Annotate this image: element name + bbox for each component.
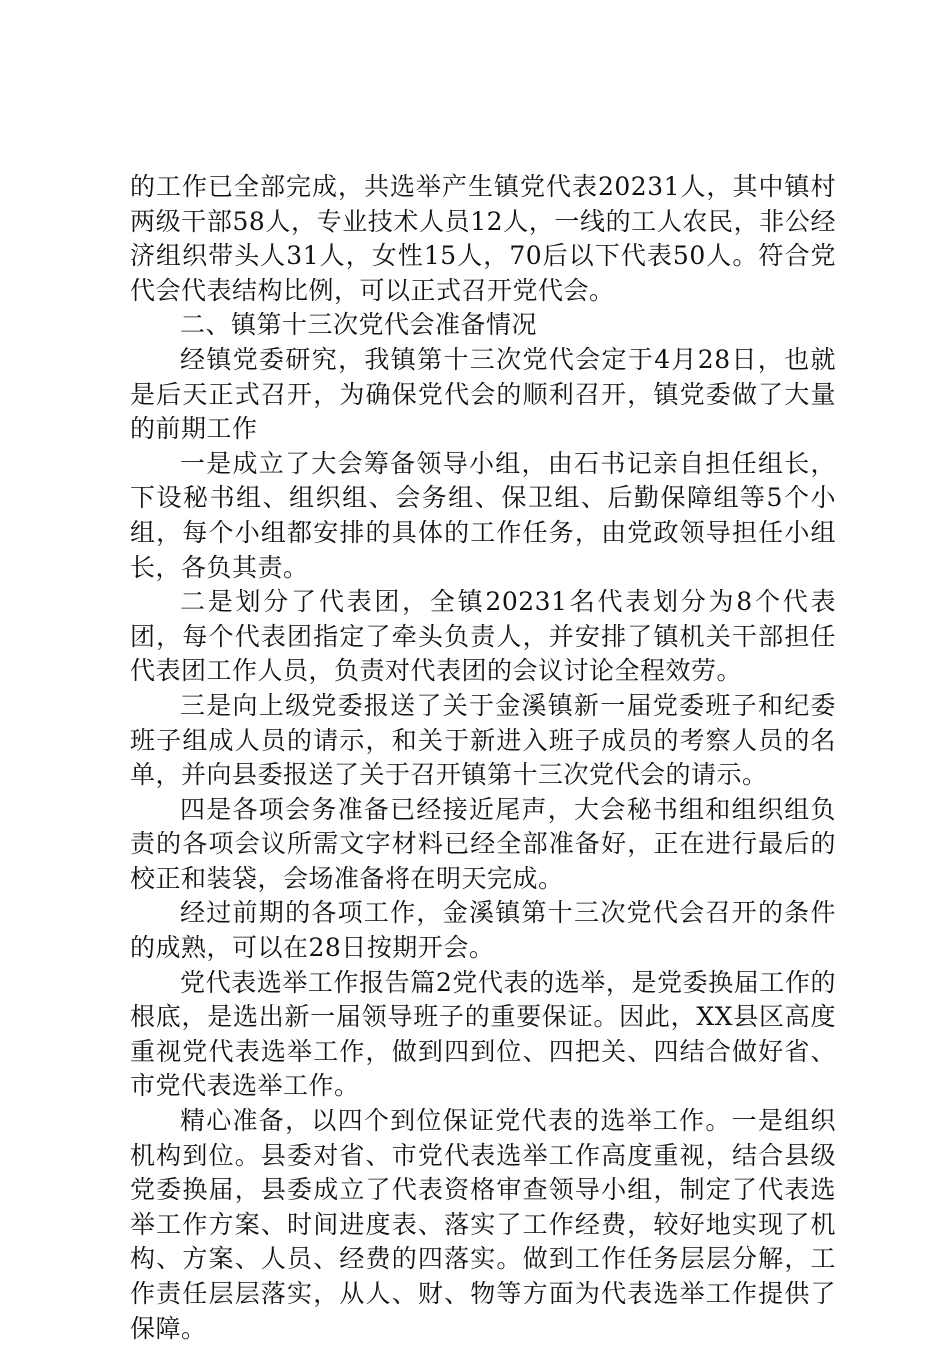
paragraph: 四是各项会务准备已经接近尾声，大会秘书组和组织组负责的各项会议所需文字材料已经全部准备好，正在进行最后的校正和装袋，会场准备将在明天完成。 (130, 794, 836, 893)
paragraph: 三是向上级党委报送了关于金溪镇新一届党委班子和纪委班子组成人员的请示，和关于新进入班子成员的考察人员的名单，并向县委报送了关于召开镇第十三次党代会的请示。 (130, 690, 836, 790)
paragraph-continuation: 的工作已全部完成，共选举产生镇党代表20231人，其中镇村两级干部58人，专业技术人员12人，一线的工人农民，非公经济组织带头人31人，女性15人，70后以下代表50人。符合党代会代表结构比例，可以正式召开党代会。 (130, 172, 836, 305)
paragraph: 二是划分了代表团，全镇20231名代表划分为8个代表团，每个代表团指定了牵头负责人，并安排了镇机关干部担任代表团工作人员，负责对代表团的会议讨论全程效劳。 (130, 587, 836, 686)
document-body (130, 170, 836, 1346)
paragraph: 经过前期的各项工作，金溪镇第十三次党代会召开的条件的成熟，可以在28日按期开会。 (130, 898, 836, 963)
paragraph: 精心准备，以四个到位保证党代表的选举工作。一是组织机构到位。县委对省、市党代表选举工作高度重视，结合县级党委换届，县委成立了代表资格审查领导小组，制定了代表选举工作方案、时间进度表、落实了工作经费，较好地实现了机构、方案、人员、经费的四落实。做到工作任务层层分解，工作责任层层落实，从人、财、物等方面为代表选举工作提供了保障。 (130, 1106, 836, 1343)
paragraph: 经镇党委研究，我镇第十三次党代会定于4月28日，也就是后天正式召开，为确保党代会的顺利召开，镇党委做了大量的前期工作 (130, 344, 836, 444)
section-heading: 二、镇第十三次党代会准备情况 (180, 310, 538, 340)
paragraph: 一是成立了大会筹备领导小组，由石书记亲自担任组长，下设秘书组、组织组、会务组、保卫组、后勤保障组等5个小组，每个小组都安排的具体的工作任务，由党政领导担任小组长，各负其责。 (130, 448, 836, 582)
paragraph: 党代表选举工作报告篇2党代表的选举，是党委换届工作的根底，是选出新一届领导班子的重要保证。因此，XX县区高度重视党代表选举工作，做到四到位、四把关、四结合做好省、市党代表选举工作。 (130, 967, 836, 1101)
